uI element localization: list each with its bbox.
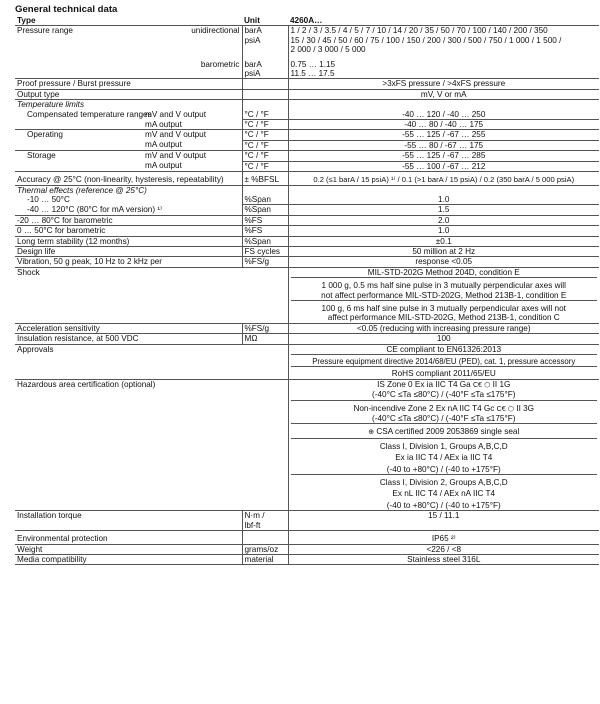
row-label: Approvals	[15, 344, 242, 379]
value-cell: (-40°C ≤Ta ≤80°C) / (-40°F ≤Ta ≤175°F)	[372, 390, 516, 400]
value-cell: II 1G	[492, 379, 511, 389]
ce-mark-icon: C€	[496, 405, 506, 413]
row-label: Design life	[15, 246, 242, 256]
row-label: Operating	[27, 130, 63, 140]
row-label: Media compatibility	[15, 554, 242, 564]
value-cell: not affect performance MIL-STD-202G, Method 213B-1, condition E	[321, 290, 567, 300]
table-row	[15, 236, 599, 246]
value-cell: II 3G	[516, 403, 535, 413]
row-sublabel: mV and V output	[145, 109, 206, 119]
unit-cell: psiA	[244, 69, 261, 79]
table-row	[15, 120, 599, 130]
unit-cell: %Span	[242, 205, 288, 215]
unidirectional-label: unidirectional	[191, 26, 240, 36]
value-cell: -55 … 125 / -67 … 255	[288, 130, 599, 140]
value-cell: Ex ia IIC T4 / AEx ia IIC T4	[395, 453, 493, 463]
unit-cell: %Span	[242, 195, 288, 205]
row-label: Accuracy @ 25°C (non-linearity, hysteresis, repeatability)	[15, 172, 242, 185]
table-row	[15, 172, 599, 185]
unit-cell: %FS	[242, 226, 288, 236]
row-sublabel: mA output	[145, 161, 182, 171]
value-cell: (-40 to +80°C) / (-40 to +175°F)	[386, 500, 501, 510]
row-sublabel: mV and V output	[145, 130, 206, 140]
unit-cell: °C / °F	[242, 151, 288, 161]
table-row	[15, 79, 599, 89]
value-cell: -55 … 80 / -67 … 175	[288, 140, 599, 150]
value-cell: IP65 ²⁾	[288, 531, 599, 544]
ce-mark-icon: C€	[472, 381, 482, 389]
value-cell: 1 / 2 / 3 / 3.5 / 4 / 5 / 7 / 10 / 14 / 20 / 35 / 50 / 70 / 100 / 140 / 200 / 350	[290, 26, 548, 36]
unit-cell: %FS	[242, 215, 288, 225]
table-row	[15, 323, 599, 333]
table-row	[15, 26, 599, 55]
spec-table	[15, 16, 599, 565]
unit-cell: ± %BFSL	[242, 172, 288, 185]
table-row	[15, 226, 599, 236]
value-cell: 1.0	[288, 226, 599, 236]
csa-mark-icon: ⊕	[368, 429, 375, 437]
value-cell: 100 g, 6 ms half sine pulse in 3 mutually perpendicular axes will not	[291, 300, 598, 313]
row-label: Output type	[15, 89, 242, 99]
table-row	[15, 161, 599, 171]
unit-cell: %FS/g	[242, 323, 288, 333]
table-row	[15, 89, 599, 99]
unit-cell: material	[242, 554, 288, 564]
table-row	[15, 531, 599, 544]
row-label: Acceleration sensitivity	[15, 323, 242, 333]
header-model: 4260A…	[288, 16, 599, 26]
value-cell: 0.2 (≤1 barA / 15 psiA) ¹⁾ / 0.1 (>1 barA / 15 psiA) / 0.2 (350 barA / 5 000 psiA)	[288, 172, 599, 185]
value-cell: <0.05 (reducing with increasing pressure range)	[288, 323, 599, 333]
value-cell: MIL-STD-202G Method 204D, condition E	[367, 267, 520, 277]
value-cell: Pressure equipment directive 2014/68/EU (PED), cat. 1, pressure accessory	[291, 354, 598, 366]
unit-cell: MΩ	[242, 334, 288, 344]
table-row	[15, 205, 599, 215]
table-row	[15, 344, 599, 379]
value-cell: Class I, Division 1, Groups A,B,C,D	[291, 438, 598, 451]
row-label: Compensated temperature ranges	[27, 109, 152, 119]
table-row	[15, 55, 599, 79]
value-cell: 15 / 30 / 45 / 50 / 60 / 75 / 100 / 150 / 200 / 300 / 500 / 750 / 1 000 / 1 500 /	[290, 35, 562, 45]
value-cell: 50 million at 2 Hz	[288, 246, 599, 256]
value-cell: Stainless steel 316L	[288, 554, 599, 564]
value-cell: (-40°C ≤Ta ≤80°C) / (-40°F ≤Ta ≤175°F)	[372, 414, 516, 424]
value-cell: >3xFS pressure / >4xFS pressure	[288, 79, 599, 89]
value-cell: mV, V or mA	[288, 89, 599, 99]
table-row	[15, 554, 599, 564]
header-unit: Unit	[242, 16, 288, 26]
value-cell: 2 000 / 3 000 / 5 000	[290, 45, 366, 55]
table-header	[15, 16, 599, 26]
value-cell: IS Zone 0 Ex ia IIC T4 Ga	[377, 379, 471, 389]
row-label: Temperature limits	[15, 100, 242, 110]
row-label: Storage	[27, 151, 56, 161]
row-label: Hazardous area certification (optional)	[15, 379, 242, 510]
unit-cell: N·m /	[244, 511, 265, 521]
ex-mark-icon: ⬡	[507, 405, 515, 413]
row-label: Long term stability (12 months)	[15, 236, 242, 246]
unit-cell: psiA	[244, 35, 261, 45]
value-cell: Class I, Division 2, Groups A,B,C,D	[291, 474, 598, 487]
table-row	[15, 267, 599, 323]
unit-cell: °C / °F	[242, 161, 288, 171]
row-label: Environmental protection	[15, 531, 242, 544]
table-row	[15, 195, 599, 205]
value-cell: 2.0	[288, 215, 599, 225]
value-cell: Ex nL IIC T4 / AEx nA IIC T4	[392, 489, 496, 499]
table-row	[15, 130, 599, 140]
unit-cell: barA	[244, 59, 262, 69]
value-cell: -55 … 100 / -67 … 212	[288, 161, 599, 171]
value-cell: <226 / <8	[288, 544, 599, 554]
table-row	[15, 334, 599, 344]
table-row	[15, 185, 599, 195]
row-label: -40 … 120°C (80°C for mA version) ¹⁾	[27, 204, 163, 214]
row-label: -10 … 50°C	[27, 194, 70, 204]
table-row	[15, 257, 599, 267]
unit-cell: barA	[244, 26, 262, 36]
pressure-range-label: Pressure range	[17, 26, 73, 36]
value-cell: -40 … 120 / -40 … 250	[288, 110, 599, 120]
value-cell: -55 … 125 / -67 … 285	[288, 151, 599, 161]
barometric-label: barometric	[200, 59, 240, 69]
row-label: Weight	[15, 544, 242, 554]
value-cell: CE compliant to EN61326:2013	[386, 344, 502, 354]
table-row	[15, 110, 599, 120]
ex-mark-icon: ⬡	[484, 381, 491, 389]
table-row	[15, 100, 599, 110]
value-cell: ±0.1	[288, 236, 599, 246]
table-row	[15, 544, 599, 554]
unit-cell: FS cycles	[242, 246, 288, 256]
table-row	[15, 246, 599, 256]
row-label: Vibration, 50 g peak, 10 Hz to 2 kHz per	[15, 257, 242, 267]
row-label: Installation torque	[15, 511, 242, 531]
row-label: Shock	[15, 267, 242, 323]
value-cell: 100	[288, 334, 599, 344]
row-label: -20 … 80°C for barometric	[15, 215, 242, 225]
unit-cell: lbf-ft	[244, 520, 261, 530]
unit-cell: °C / °F	[242, 130, 288, 140]
unit-cell: %FS/g	[242, 257, 288, 267]
value-cell: RoHS compliant 2011/65/EU	[291, 366, 598, 378]
section-title: General technical data	[15, 4, 118, 15]
value-cell: Non-incendive Zone 2 Ex nA IIC T4 Gc	[353, 403, 495, 413]
value-cell: 11.5 … 17.5	[290, 69, 335, 79]
value-cell: 0.75 … 1.15	[290, 59, 336, 69]
row-label: 0 … 50°C for barometric	[15, 226, 242, 236]
row-sublabel: mA output	[145, 119, 182, 129]
value-cell: 1.0	[288, 195, 599, 205]
unit-cell: grams/oz	[242, 544, 288, 554]
table-row	[15, 140, 599, 150]
value-cell: response <0.05	[288, 257, 599, 267]
row-sublabel: mV and V output	[145, 151, 206, 161]
table-row	[15, 151, 599, 161]
value-cell: CSA certified 2009 2053869 single seal	[376, 427, 520, 437]
unit-cell: °C / °F	[242, 140, 288, 150]
row-label: Thermal effects (reference @ 25°C)	[15, 185, 242, 195]
unit-cell: °C / °F	[242, 110, 288, 120]
unit-cell: %Span	[242, 236, 288, 246]
value-cell: affect performance MIL-STD-202G, Method 213B-1, condition C	[327, 313, 560, 323]
table-row	[15, 379, 599, 510]
value-cell: -40 … 80 / -40 … 175	[288, 120, 599, 130]
row-label: Proof pressure / Burst pressure	[15, 79, 242, 89]
row-sublabel: mA output	[145, 140, 182, 150]
value-cell: 1 000 g, 0.5 ms half sine pulse in 3 mutually perpendicular axes will	[291, 277, 598, 290]
table-row	[15, 511, 599, 531]
header-type: Type	[15, 16, 242, 26]
row-label: Insulation resistance, at 500 VDC	[15, 334, 242, 344]
value-cell: (-40 to +80°C) / (-40 to +175°F)	[386, 464, 501, 474]
value-cell: 15 / 11.1	[288, 511, 599, 531]
table-row	[15, 215, 599, 225]
unit-cell: °C / °F	[242, 120, 288, 130]
value-cell: 1.5	[288, 205, 599, 215]
